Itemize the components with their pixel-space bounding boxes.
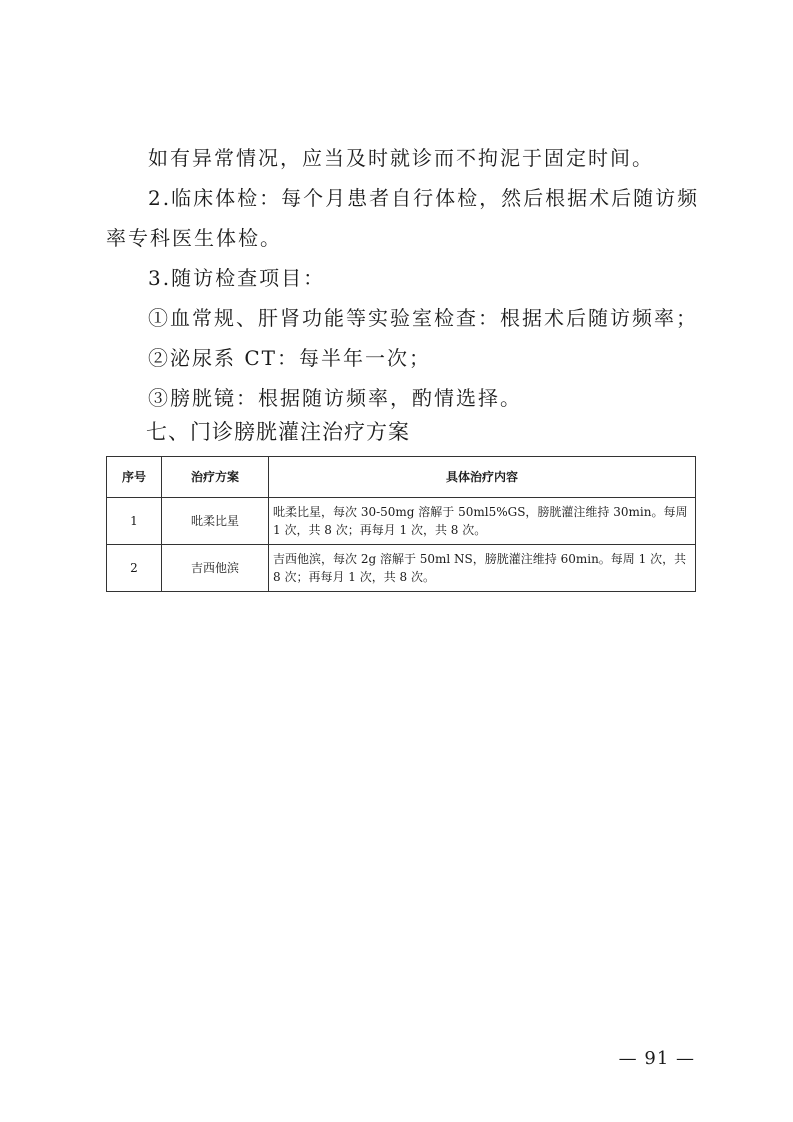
header-detail: 具体治疗内容 [269, 457, 696, 498]
treatment-plan-table [106, 456, 696, 592]
header-plan: 治疗方案 [162, 457, 269, 498]
cell-no: 1 [107, 498, 162, 545]
paragraph-clinical-exam-continued: 率专科医生体检。 [106, 226, 282, 250]
table-row [107, 545, 696, 592]
paragraph-item-lab-tests: ①血常规、肝肾功能等实验室检查：根据术后随访频率； [148, 306, 698, 330]
header-no: 序号 [107, 457, 162, 498]
page-number: — 91 — [618, 1048, 695, 1069]
cell-plan: 吉西他滨 [162, 545, 269, 592]
paragraph-abnormal-followup: 如有异常情况，应当及时就诊而不拘泥于固定时间。 [148, 146, 654, 170]
paragraph-followup-items: 3.随访检查项目： [148, 266, 326, 290]
cell-detail: 吉西他滨，每次 2g 溶解于 50ml NS，膀胱灌注维持 60min。每周 1 次，共 8 次；再每月 1 次，共 8 次。 [269, 545, 696, 592]
paragraph-item-cystoscopy: ③膀胱镜：根据随访频率，酌情选择。 [148, 386, 522, 410]
paragraph-clinical-exam: 2.临床体检：每个月患者自行体检，然后根据术后随访频 [148, 186, 700, 210]
section-heading: 七、门诊膀胱灌注治疗方案 [146, 420, 410, 444]
cell-no: 2 [107, 545, 162, 592]
cell-plan: 吡柔比星 [162, 498, 269, 545]
table-header-row [107, 457, 696, 498]
table-row [107, 498, 696, 545]
cell-detail: 吡柔比星，每次 30-50mg 溶解于 50ml5%GS，膀胱灌注维持 30min。每周 1 次，共 8 次；再每月 1 次，共 8 次。 [269, 498, 696, 545]
paragraph-item-urinary-ct: ②泌尿系 CT：每半年一次； [148, 346, 431, 370]
